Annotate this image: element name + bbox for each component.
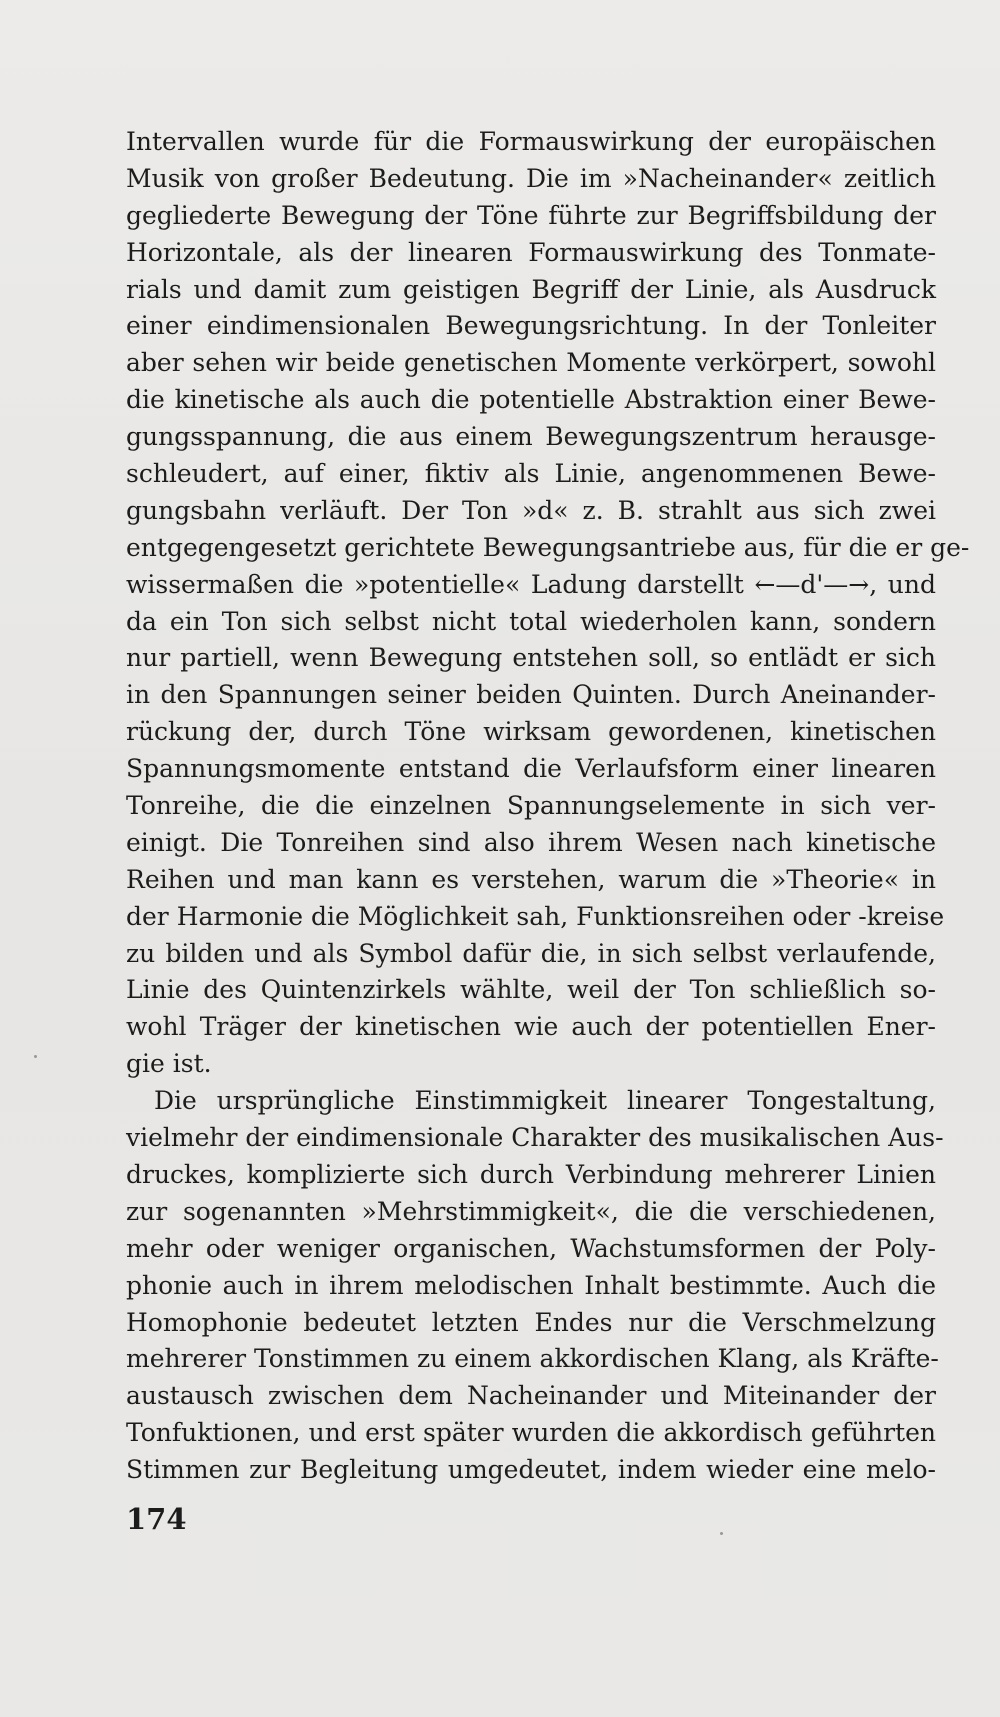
text-line: Intervallen wurde für die Formauswirkung der europäischen bbox=[126, 127, 936, 156]
text-line: rials und damit zum geistigen Begriff der Linie, als Ausdruck bbox=[126, 274, 936, 304]
text-line: mehrerer Tonstimmen zu einem akkordischen Klang, als Kräfte- bbox=[126, 1344, 939, 1374]
text-line: vielmehr der eindimensionale Charakter des musikalischen Aus- bbox=[126, 1123, 944, 1153]
paper-speck bbox=[720, 1532, 723, 1535]
text-line: Horizontale, als der linearen Formauswirkung des Tonmate- bbox=[126, 237, 936, 267]
text-line: gungsbahn verläuft. Der Ton »d« z. B. strahlt aus sich zwei bbox=[126, 495, 936, 525]
text-line: Musik von großer Bedeutung. Die im »Nacheinander« zeitlich bbox=[126, 163, 936, 193]
text-line: gie ist. bbox=[126, 1049, 212, 1079]
text-line: rückung der, durch Töne wirksam gewordenen, kinetischen bbox=[126, 717, 936, 747]
text-line: die kinetische als auch die potentielle Abstraktion einer Bewe- bbox=[126, 385, 936, 415]
text-line: Tonreihe, die die einzelnen Spannungselemente in sich ver- bbox=[126, 791, 936, 821]
text-line: wissermaßen die »potentielle« Ladung darstellt ←—d'—→, und bbox=[126, 569, 936, 599]
text-line: Linie des Quintenzirkels wählte, weil der Ton schließlich so- bbox=[126, 975, 936, 1005]
text-line: Die ursprüngliche Einstimmigkeit linearer Tongestaltung, bbox=[154, 1086, 936, 1116]
text-line: der Harmonie die Möglichkeit sah, Funktionsreihen oder -kreise bbox=[126, 901, 945, 931]
text-line: mehr oder weniger organischen, Wachstumsformen der Poly- bbox=[126, 1233, 936, 1263]
paragraph bbox=[126, 124, 970, 1083]
text-line: Spannungsmomente entstand die Verlaufsform einer linearen bbox=[126, 754, 936, 784]
text-line: einer eindimensionalen Bewegungsrichtung. In der Tonleiter bbox=[126, 311, 936, 341]
text-line: Tonfuktionen, und erst später wurden die akkordisch geführten bbox=[126, 1418, 936, 1448]
paper-speck bbox=[34, 1055, 37, 1058]
text-line: nur partiell, wenn Bewegung entstehen soll, so entlädt er sich bbox=[126, 643, 936, 673]
paragraph bbox=[126, 1083, 944, 1489]
text-line: entgegengesetzt gerichtete Bewegungsantriebe aus, für die er ge- bbox=[126, 532, 970, 562]
text-line: Reihen und man kann es verstehen, warum die »Theorie« in bbox=[126, 864, 936, 894]
text-line: phonie auch in ihrem melodischen Inhalt bestimmte. Auch die bbox=[126, 1270, 936, 1300]
text-line: wohl Träger der kinetischen wie auch der potentiellen Ener- bbox=[126, 1012, 936, 1042]
text-line: austausch zwischen dem Nacheinander und Miteinander der bbox=[126, 1381, 936, 1411]
text-line: aber sehen wir beide genetischen Momente verkörpert, sowohl bbox=[126, 348, 936, 378]
text-line: gegliederte Bewegung der Töne führte zur Begriffsbildung der bbox=[126, 200, 936, 230]
text-line: Stimmen zur Begleitung umgedeutet, indem wieder eine melo- bbox=[126, 1455, 936, 1485]
text-line: in den Spannungen seiner beiden Quinten. Durch Aneinander- bbox=[126, 680, 936, 710]
text-line: zu bilden und als Symbol dafür die, in sich selbst verlaufende, bbox=[126, 938, 936, 968]
text-line: zur sogenannten »Mehrstimmigkeit«, die die verschiedenen, bbox=[126, 1196, 936, 1226]
text-line: schleudert, auf einer, fiktiv als Linie, angenommenen Bewe- bbox=[126, 459, 936, 489]
body-text bbox=[126, 124, 970, 1489]
text-line: gungsspannung, die aus einem Bewegungszentrum herausge- bbox=[126, 422, 936, 452]
text-line: einigt. Die Tonreihen sind also ihrem Wesen nach kinetische bbox=[126, 827, 936, 857]
page-number: 174 bbox=[126, 1502, 187, 1536]
text-line: Homophonie bedeutet letzten Endes nur die Verschmelzung bbox=[126, 1307, 936, 1337]
text-line: da ein Ton sich selbst nicht total wiederholen kann, sondern bbox=[126, 606, 936, 636]
text-line: druckes, komplizierte sich durch Verbindung mehrerer Linien bbox=[126, 1159, 936, 1189]
